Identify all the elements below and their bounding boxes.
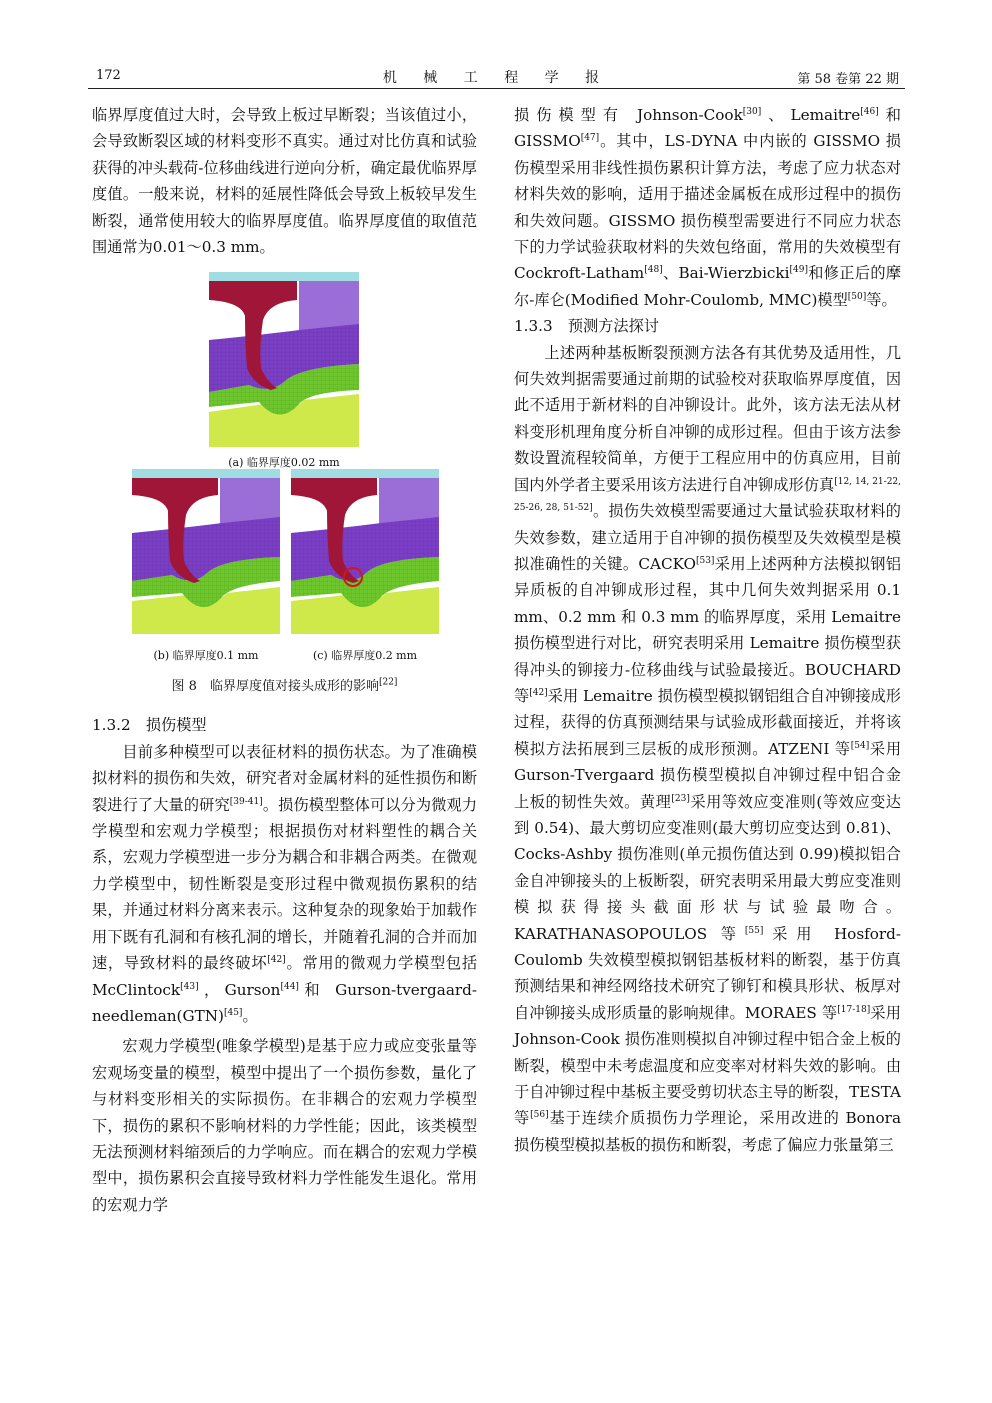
paragraph: 上述两种基板断裂预测方法各有其优势及适用性，几何失效判据需要通过前期的试验校对获取临界厚度值，因此不适用于新材料的自冲铆设计。此外，该方法无法从材料变形机理角度分析自冲铆的成形过程。但由于该方法参数设置流程较简单，方便于工程应用中的仿真应用，目前国内外学者主要采用该方法进行自冲铆成形仿真[12, 14, 21-22, 25-26, 28, 51-52]。损伤失效模型需要通过大量试验获取材料的失效参数，建立适用于自冲铆的损伤模型及失效模型是模拟准确性的关键。CACKO[53]采用上述两种方法模拟钢铝异质板的自冲铆成形过程，其中几何失效判据采用 0.1 mm、0.2 mm 和 0.3 mm 的临界厚度，采用 Lemaitre 损伤模型进行对比，研究表明采用 Lemaitre 损伤模型获得冲头的铆接力-位移曲线与试验最接近。BOUCHARD 等[42]采用 Lemaitre 损伤模型模拟钢铝组合自冲铆接成形过程，获得的仿真预测结果与试验成形截面接近，并将该模拟方法拓展到三层板的成形预测。ATZENI 等[54]采用 Gurson-Tvergaard 损伤模型模拟自冲铆过程中铝合金上板的韧性失效。黄理[23]采用等效应变准则(等效应变达到 0.54)、最大剪切应变准则(最大剪切应变达到 0.81)、Cocks-Ashby 损伤准则(单元损伤值达到 0.99)模拟铝合金自冲铆接头的上板断裂，研究表明采用最大剪应变准则模拟获得接头截面形状与试验最吻合。KARATHANASOPOULOS 等[55]采用 Hosford-Coulomb 失效模型模拟钢铝基板材料的断裂，基于仿真预测结果和神经网络技术研究了铆钉和模具形状、板厚对自冲铆接头成形质量的影响规律。MORAES 等[17-18]采用 Johnson-Cook 损伤准则模拟自冲铆过程中铝合金上板的断裂，模型中未考虑温度和应变率对材料失效的影响。由于自冲铆过程中基板主要受剪切状态主导的断裂，TESTA 等[56]基于连续介质损伤力学理论，采用改进的 Bonora 损伤模型模拟基板的损伤和断裂，考虑了偏应力张量第三 (514, 343, 902, 1154)
paragraph: 损伤模型有 Johnson-Cook[30]、Lemaitre[46]和 GISSMO[47]。其中，LS-DYNA 中内嵌的 GISSMO 损伤模型采用非线性损伤累积计算方法，考虑了应力状态对材料失效的影响，适用于描述金属板在成形过程中的损伤和失效问题。GISSMO 损伤模型需要进行不同应力状态下的力学试验获取材料的失效包络面，常用的失效模型有 Cockroft-Latham[48]、Bai-Wierzbicki[49]和修正后的摩尔-库仑(Modified Mohr-Coulomb, MMC)模型[50]等。 (514, 106, 902, 309)
figure-8b-panel (132, 469, 280, 634)
right-column (514, 102, 901, 1158)
figure-8c-caption: (c) 临界厚度0.2 mm (312, 649, 418, 663)
section-heading: 1.3.3 预测方法探讨 (514, 317, 659, 336)
volume-issue: 第 58 卷第 22 期 (797, 72, 899, 87)
figure-8b-caption: (b) 临界厚度0.1 mm (153, 649, 259, 663)
figure-8a-panel (209, 272, 359, 447)
left-column (92, 102, 477, 1218)
paragraph: 目前多种模型可以表征材料的损伤状态。为了准确模拟材料的损伤和失效，研究者对金属材料的延性损伤和断裂进行了大量的研究[39-41]。损伤模型整体可以分为微观力学模型和宏观力学模型；根据损伤对材料塑性的耦合关系，宏观力学模型进一步分为耦合和非耦合两类。在微观力学模型中，韧性断裂是变形过程中微观损伤累积的结果，并通过材料分离来表示。这种复杂的现象始于加载作用下既有孔洞和有核孔洞的增长，并随着孔洞的合并而加速，导致材料的最终破坏[42]。常用的微观力学模型包括 McClintock[43]，Gurson[44]和 Gurson-tvergaard-needleman(GTN)[45]。 (92, 742, 478, 1025)
figure-8c-panel (291, 469, 439, 634)
figure-caption: 图 8 临界厚度值对接头成形的影响[22] (171, 678, 398, 695)
paragraph: 临界厚度值过大时，会导致上板过早断裂；当该值过小，会导致断裂区域的材料变形不真实。通过对比仿真和试验获得的冲头载荷-位移曲线进行逆向分析，确定最优临界厚度值。一般来说，材料的延展性降低会导致上板较早发生断裂，通常使用较大的临界厚度值。临界厚度值的取值范围通常为0.01～0.3 mm。 (92, 106, 477, 257)
paragraph: 宏观力学模型(唯象学模型)是基于应力或应变张量等宏观场变量的模型，模型中提出了一个损伤参数，量化了与材料变形相关的实际损伤。在非耦合的宏观力学模型下，损伤的累积不影响材料的力学性能；因此，该类模型无法预测材料缩颈后的力学响应。而在耦合的宏观力学模型中，损伤累积会直接导致材料力学性能发生退化。常用的宏观力学 (92, 1037, 477, 1214)
section-heading: 1.3.2 损伤模型 (92, 716, 207, 735)
page-number: 172 (96, 68, 121, 83)
figure-8 (92, 264, 477, 712)
figure-8a-caption: (a) 临界厚度0.02 mm (228, 456, 340, 470)
journal-title: 机 械 工 程 学 报 (382, 70, 611, 86)
running-header (88, 66, 905, 89)
